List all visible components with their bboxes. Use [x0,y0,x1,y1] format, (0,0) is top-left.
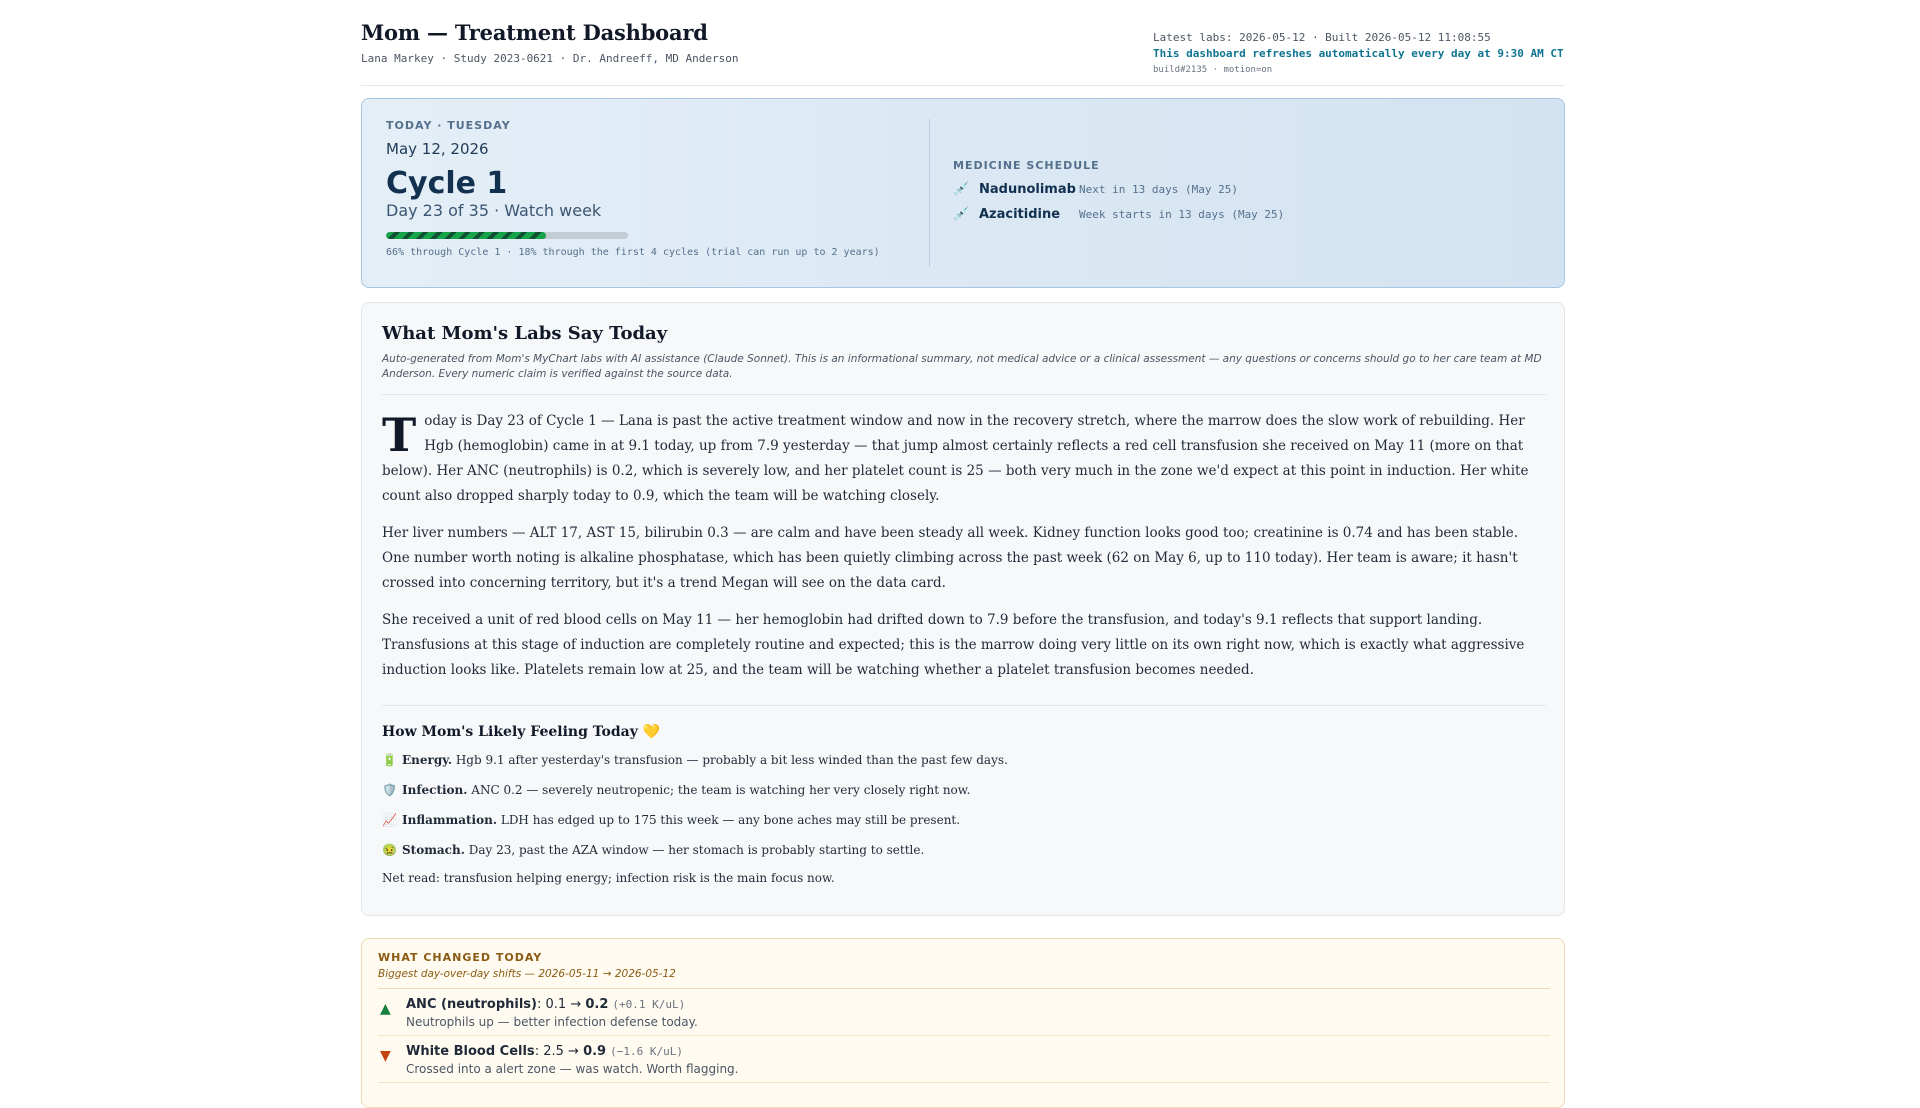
medicine-name: Nadunolimab [979,182,1076,197]
changes-title: WHAT CHANGED TODAY [378,951,543,964]
schedule-title: MEDICINE SCHEDULE [953,159,1100,172]
lab-name: ANC (neutrophils) [406,997,537,1012]
feeling-item-inflammation [382,811,1546,830]
trend-up-icon: 📈 [382,813,397,827]
medicine-name: Azacitidine [979,207,1061,222]
change-row [378,1036,1550,1083]
arrow-up-icon: ▲ [380,1001,391,1017]
cycle-day: Day 23 of 35 · Watch week [386,201,602,220]
refresh-note: This dashboard refreshes automatically every day at 9:30 AM CT [1153,47,1564,60]
lab-delta: (+0.1 K/uL) [612,998,686,1011]
change-note: Neutrophils up — better infection defense today. [406,1015,698,1029]
battery-icon: 🔋 [382,753,397,767]
labs-title: What Mom's Labs Say Today [382,323,668,344]
change-note: Crossed into a alert zone — was watch. Worth flagging. [406,1062,739,1076]
changes-card [361,938,1565,1108]
labs-paragraph: Her liver numbers — ALT 17, AST 15, bilirubin 0.3 — are calm and have been steady all week. Kidney function looks good too; creatinine is 0.74 and has been stable. One number worth noting is alkaline phosphatase, which has been quietly climbing across the past week (62 on May 6, up to 110 today). Her team is aware; it hasn't crossed into concerning territory, but it's a trend Megan will see on the data card. [382,525,1519,591]
medicine-row [953,182,1513,197]
nauseated-face-icon: 🤢 [382,843,397,857]
page-header [361,0,1565,86]
syringe-icon: 💉 [953,182,970,197]
labs-paragraph-text: oday is Day 23 of Cycle 1 — Lana is past the active treatment window and now in the recovery stretch, where the marrow does the slow work of rebuilding. Her Hgb (hemoglobin) came in at 9.1 today, up from 7.9 yesterday — that jump almost certainly reflects a red cell transfusion she received on May 11 (more on that below). Her ANC (neutrophils) is 0.2, which is severely low, and her platelet count is 25 — both very much in the zone we'd expect at this point in induction. Her white count also dropped sharply today to 0.9, which the team will be watching closely. [382,413,1529,504]
latest-labs-meta: Latest labs: 2026-05-12 · Built 2026-05-12 11:08:55 [1153,31,1491,44]
divider [929,119,930,267]
change-row [378,989,1550,1036]
feeling-text: LDH has edged up to 175 this week — any bone aches may still be present. [500,813,961,827]
medicine-next: Next in 13 days (May 25) [1079,183,1238,196]
feeling-item-stomach [382,841,1546,860]
lab-to: 0.2 [585,997,609,1012]
shield-icon: 🛡️ [382,783,397,797]
cycle-progress-fill [386,232,546,239]
medicine-schedule [953,159,1513,222]
feeling-item-infection [382,781,1546,800]
page-title: Mom — Treatment Dashboard [361,20,708,45]
divider [382,705,1546,706]
lab-delta: (−1.6 K/uL) [610,1045,683,1058]
changes-subtitle: Biggest day-over-day shifts — 2026-05-11 → 2026-05-12 [378,968,1550,989]
feeling-text: Hgb 9.1 after yesterday's transfusion — probably a bit less winded than the past few days. [455,753,1008,767]
labs-paragraph: She received a unit of red blood cells on May 11 — her hemoglobin had drifted down to 7.9 before the transfusion, and today's 9.1 reflects that support landing. Transfusions at this stage of induction are completely routine and expected; this is the marrow doing very little on its own right now, which is exactly what aggressive induction looks like. Platelets remain low at 25, and the team will be watching whether a platelet transfusion becomes needed. [382,612,1525,678]
medicine-row [953,207,1513,222]
ai-disclaimer: Auto-generated from Mom's MyChart labs with AI assistance (Claude Sonnet). This is an informational summary, not medical advice or a clinical assessment — any questions or concerns should go to her care team at MD Anderson. Every numeric claim is verified against the source data. [382,352,1546,395]
feeling-text: Day 23, past the AZA window — her stomach is probably starting to settle. [468,843,925,857]
feeling-label: Stomach. [402,843,465,857]
feeling-label: Energy. [402,753,452,767]
lab-from: 0.1 [545,997,567,1012]
arrow-down-icon: ▼ [380,1048,391,1064]
cycle-title: Cycle 1 [386,166,508,201]
progress-note: 66% through Cycle 1 · 18% through the first 4 cycles (trial can run up to 2 years) [386,247,880,258]
feeling-label: Infection. [402,783,468,797]
change-line: ANC (neutrophils): 0.1 → 0.2 (+0.1 K/uL) [406,997,686,1012]
feeling-text: ANC 0.2 — severely neutropenic; the team is watching her very closely right now. [471,783,971,797]
build-id: build#2135 · motion=on [1153,65,1273,75]
syringe-icon: 💉 [953,207,970,222]
cycle-progress-bar [386,232,628,239]
feeling-title: How Mom's Likely Feeling Today 💛 [382,724,661,740]
feeling-label: Inflammation. [402,813,498,827]
change-line: White Blood Cells: 2.5 → 0.9 (−1.6 K/uL) [406,1044,683,1059]
today-panel [361,98,1565,288]
feeling-item-energy [382,751,1546,770]
medicine-next: Week starts in 13 days (May 25) [1079,208,1285,221]
build-info [1153,31,1565,75]
labs-paragraph [382,409,1546,509]
today-eyebrow: TODAY · TUESDAY [386,119,511,132]
drop-cap: T [382,408,417,462]
patient-subtitle: Lana Markey · Study 2023-0621 · Dr. Andreeff, MD Anderson [361,52,739,65]
lab-name: White Blood Cells [406,1044,535,1059]
today-date: May 12, 2026 [386,140,489,158]
lab-to: 0.9 [583,1044,607,1059]
net-read: Net read: transfusion helping energy; infection risk is the main focus now. [382,871,835,885]
labs-summary-card [361,302,1565,916]
cycle-summary [386,119,926,258]
lab-from: 2.5 [543,1044,564,1059]
